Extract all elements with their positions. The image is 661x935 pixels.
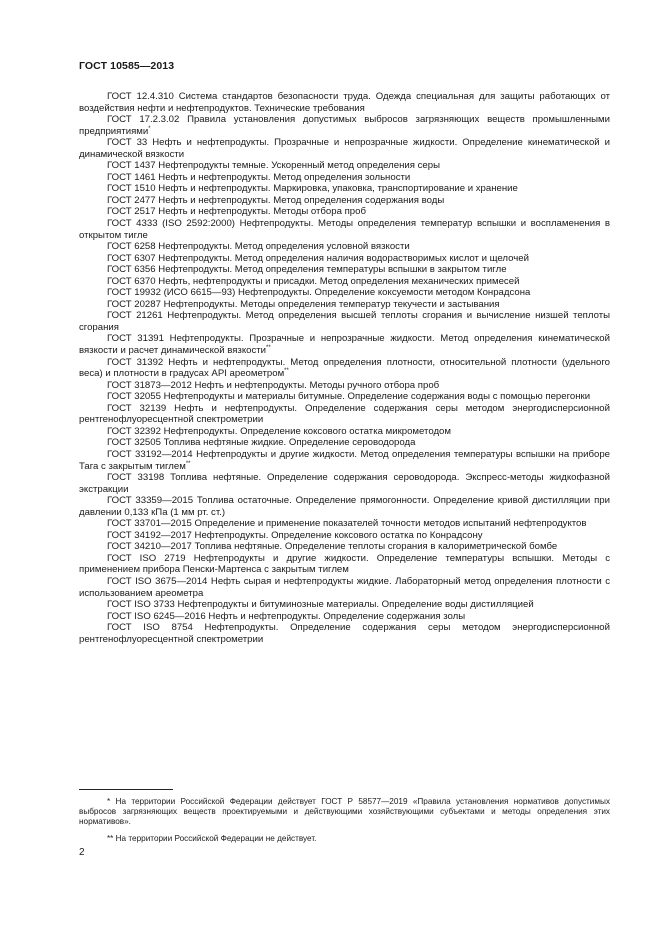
reference-item: ГОСТ 19932 (ИСО 6615—93) Нефтепродукты. Определение коксуемости методом Конрадсона	[107, 287, 531, 299]
reference-item: ГОСТ 17.2.3.02 Правила установления допустимых выбросов загрязняющих веществ промышленными предприятиями*	[79, 114, 610, 137]
reference-item: ГОСТ 6356 Нефтепродукты. Метод определения температуры вспышки в закрытом тигле	[107, 264, 507, 276]
footnote-marker: **	[266, 344, 271, 351]
reference-item: ГОСТ 33198 Топлива нефтяные. Определение содержания сероводорода. Экспресс-методы жидкофазной экстракции	[79, 472, 610, 495]
reference-item: ГОСТ 33701—2015 Определение и применение показателей точности методов испытаний нефтепродуктов	[107, 518, 587, 530]
footnote-item: * На территории Российской Федерации действует ГОСТ Р 58577—2019 «Правила установления нормативов допустимых выбросов загрязняющих веществ проектируемыми и действующими хозяйствующими субъектами и методы определения этих нормативов».	[79, 797, 610, 826]
footnote-item: ** На территории Российской Федерации не действует.	[107, 834, 317, 843]
reference-item: ГОСТ 33192—2014 Нефтепродукты и другие жидкости. Метод определения температуры вспышки на приборе Тага с закрытым тиглем**	[79, 448, 610, 472]
reference-item: ГОСТ ISO 2719 Нефтепродукты и другие жидкости. Определение температуры вспышки. Методы с применением прибора Пенски-Мартенса с закрытым тиглем	[79, 552, 610, 576]
footnote-marker: **	[185, 460, 191, 467]
reference-item: ГОСТ 6370 Нефть, нефтепродукты и присадки. Метод определения механических примесей	[107, 275, 520, 287]
footnote-divider	[79, 789, 173, 790]
reference-item: ГОСТ ISO 3733 Нефтепродукты и битуминозные материалы. Определение воды дистилляцией	[107, 599, 534, 611]
reference-item: ГОСТ 31392 Нефть и нефтепродукты. Метод определения плотности, относительной плотности (удельного веса) и плотности в градусах API ареометром**	[79, 356, 610, 380]
reference-item: ГОСТ 31391 Нефтепродукты. Прозрачные и непрозрачные жидкости. Метод определения кинематической вязкости и расчет динамической вязкости**	[79, 333, 610, 357]
normative-references	[79, 91, 610, 645]
reference-item: ГОСТ 21261 Нефтепродукты. Метод определения высшей теплоты сгорания и вычисление низшей теплоты сгорания	[79, 310, 610, 333]
document-header: ГОСТ 10585—2013	[79, 60, 175, 72]
reference-item: ГОСТ 6258 Нефтепродукты. Метод определения условной вязкости	[107, 241, 410, 253]
reference-item: ГОСТ 4333 (ISO 2592:2000) Нефтепродукты. Методы определения температур вспышки и воспламенения в открытом тигле	[79, 218, 610, 241]
reference-item: ГОСТ 1437 Нефтепродукты темные. Ускоренный метод определения серы	[107, 160, 441, 172]
reference-item: ГОСТ 12.4.310 Система стандартов безопасности труда. Одежда специальная для защиты работающих от воздействия нефти и нефтепродуктов. Технические требования	[79, 91, 610, 114]
reference-item: ГОСТ 1461 Нефть и нефтепродукты. Метод определения зольности	[107, 171, 411, 183]
footnote-marker: **	[284, 367, 289, 374]
footnote-marker: *	[148, 125, 151, 132]
footnotes	[79, 797, 610, 851]
page-number: 2	[79, 847, 85, 858]
reference-item: ГОСТ ISO 6245—2016 Нефть и нефтепродукты. Определение содержания золы	[107, 610, 466, 622]
reference-item: ГОСТ ISO 8754 Нефтепродукты. Определение содержания серы методом энергодисперсионной рентгенофлуоресцентной спектрометрии	[79, 622, 610, 645]
reference-item: ГОСТ 32505 Топлива нефтяные жидкие. Определение сероводорода	[107, 437, 416, 449]
reference-item: ГОСТ 20287 Нефтепродукты. Методы определения температур текучести и застывания	[107, 298, 500, 310]
reference-item: ГОСТ 32055 Нефтепродукты и материалы битумные. Определение содержания воды с помощью перегонки	[107, 391, 591, 403]
reference-item: ГОСТ 33359—2015 Топлива остаточные. Определение прямогонности. Определение кривой дистилляции при давлении 0,133 кПа (1 мм рт. ст.)	[79, 495, 610, 518]
reference-item: ГОСТ 31873—2012 Нефть и нефтепродукты. Методы ручного отбора проб	[107, 379, 440, 391]
reference-item: ГОСТ ISO 3675—2014 Нефть сырая и нефтепродукты жидкие. Лабораторный метод определения плотности с использованием ареометра	[79, 575, 610, 599]
reference-item: ГОСТ 32139 Нефть и нефтепродукты. Определение содержания серы методом энергодисперсионной рентгенофлуоресцентной спектрометрии	[79, 402, 610, 426]
reference-item: ГОСТ 32392 Нефтепродукты. Определение коксового остатка микрометодом	[107, 425, 451, 437]
reference-item: ГОСТ 2477 Нефть и нефтепродукты. Метод определения содержания воды	[107, 194, 445, 206]
reference-item: ГОСТ 33 Нефть и нефтепродукты. Прозрачные и непрозрачные жидкости. Определение кинематической и динамической вязкости	[79, 137, 610, 160]
reference-item: ГОСТ 34192—2017 Нефтепродукты. Определение коксового остатка по Конрадсону	[107, 529, 483, 541]
reference-item: ГОСТ 34210—2017 Топлива нефтяные. Определение теплоты сгорания в калориметрической бомбе	[107, 541, 558, 553]
reference-item: ГОСТ 6307 Нефтепродукты. Метод определения наличия водорастворимых кислот и щелочей	[107, 252, 529, 264]
reference-item: ГОСТ 1510 Нефть и нефтепродукты. Маркировка, упаковка, транспортирование и хранение	[107, 183, 518, 195]
reference-item: ГОСТ 2517 Нефть и нефтепродукты. Методы отбора проб	[107, 206, 366, 218]
